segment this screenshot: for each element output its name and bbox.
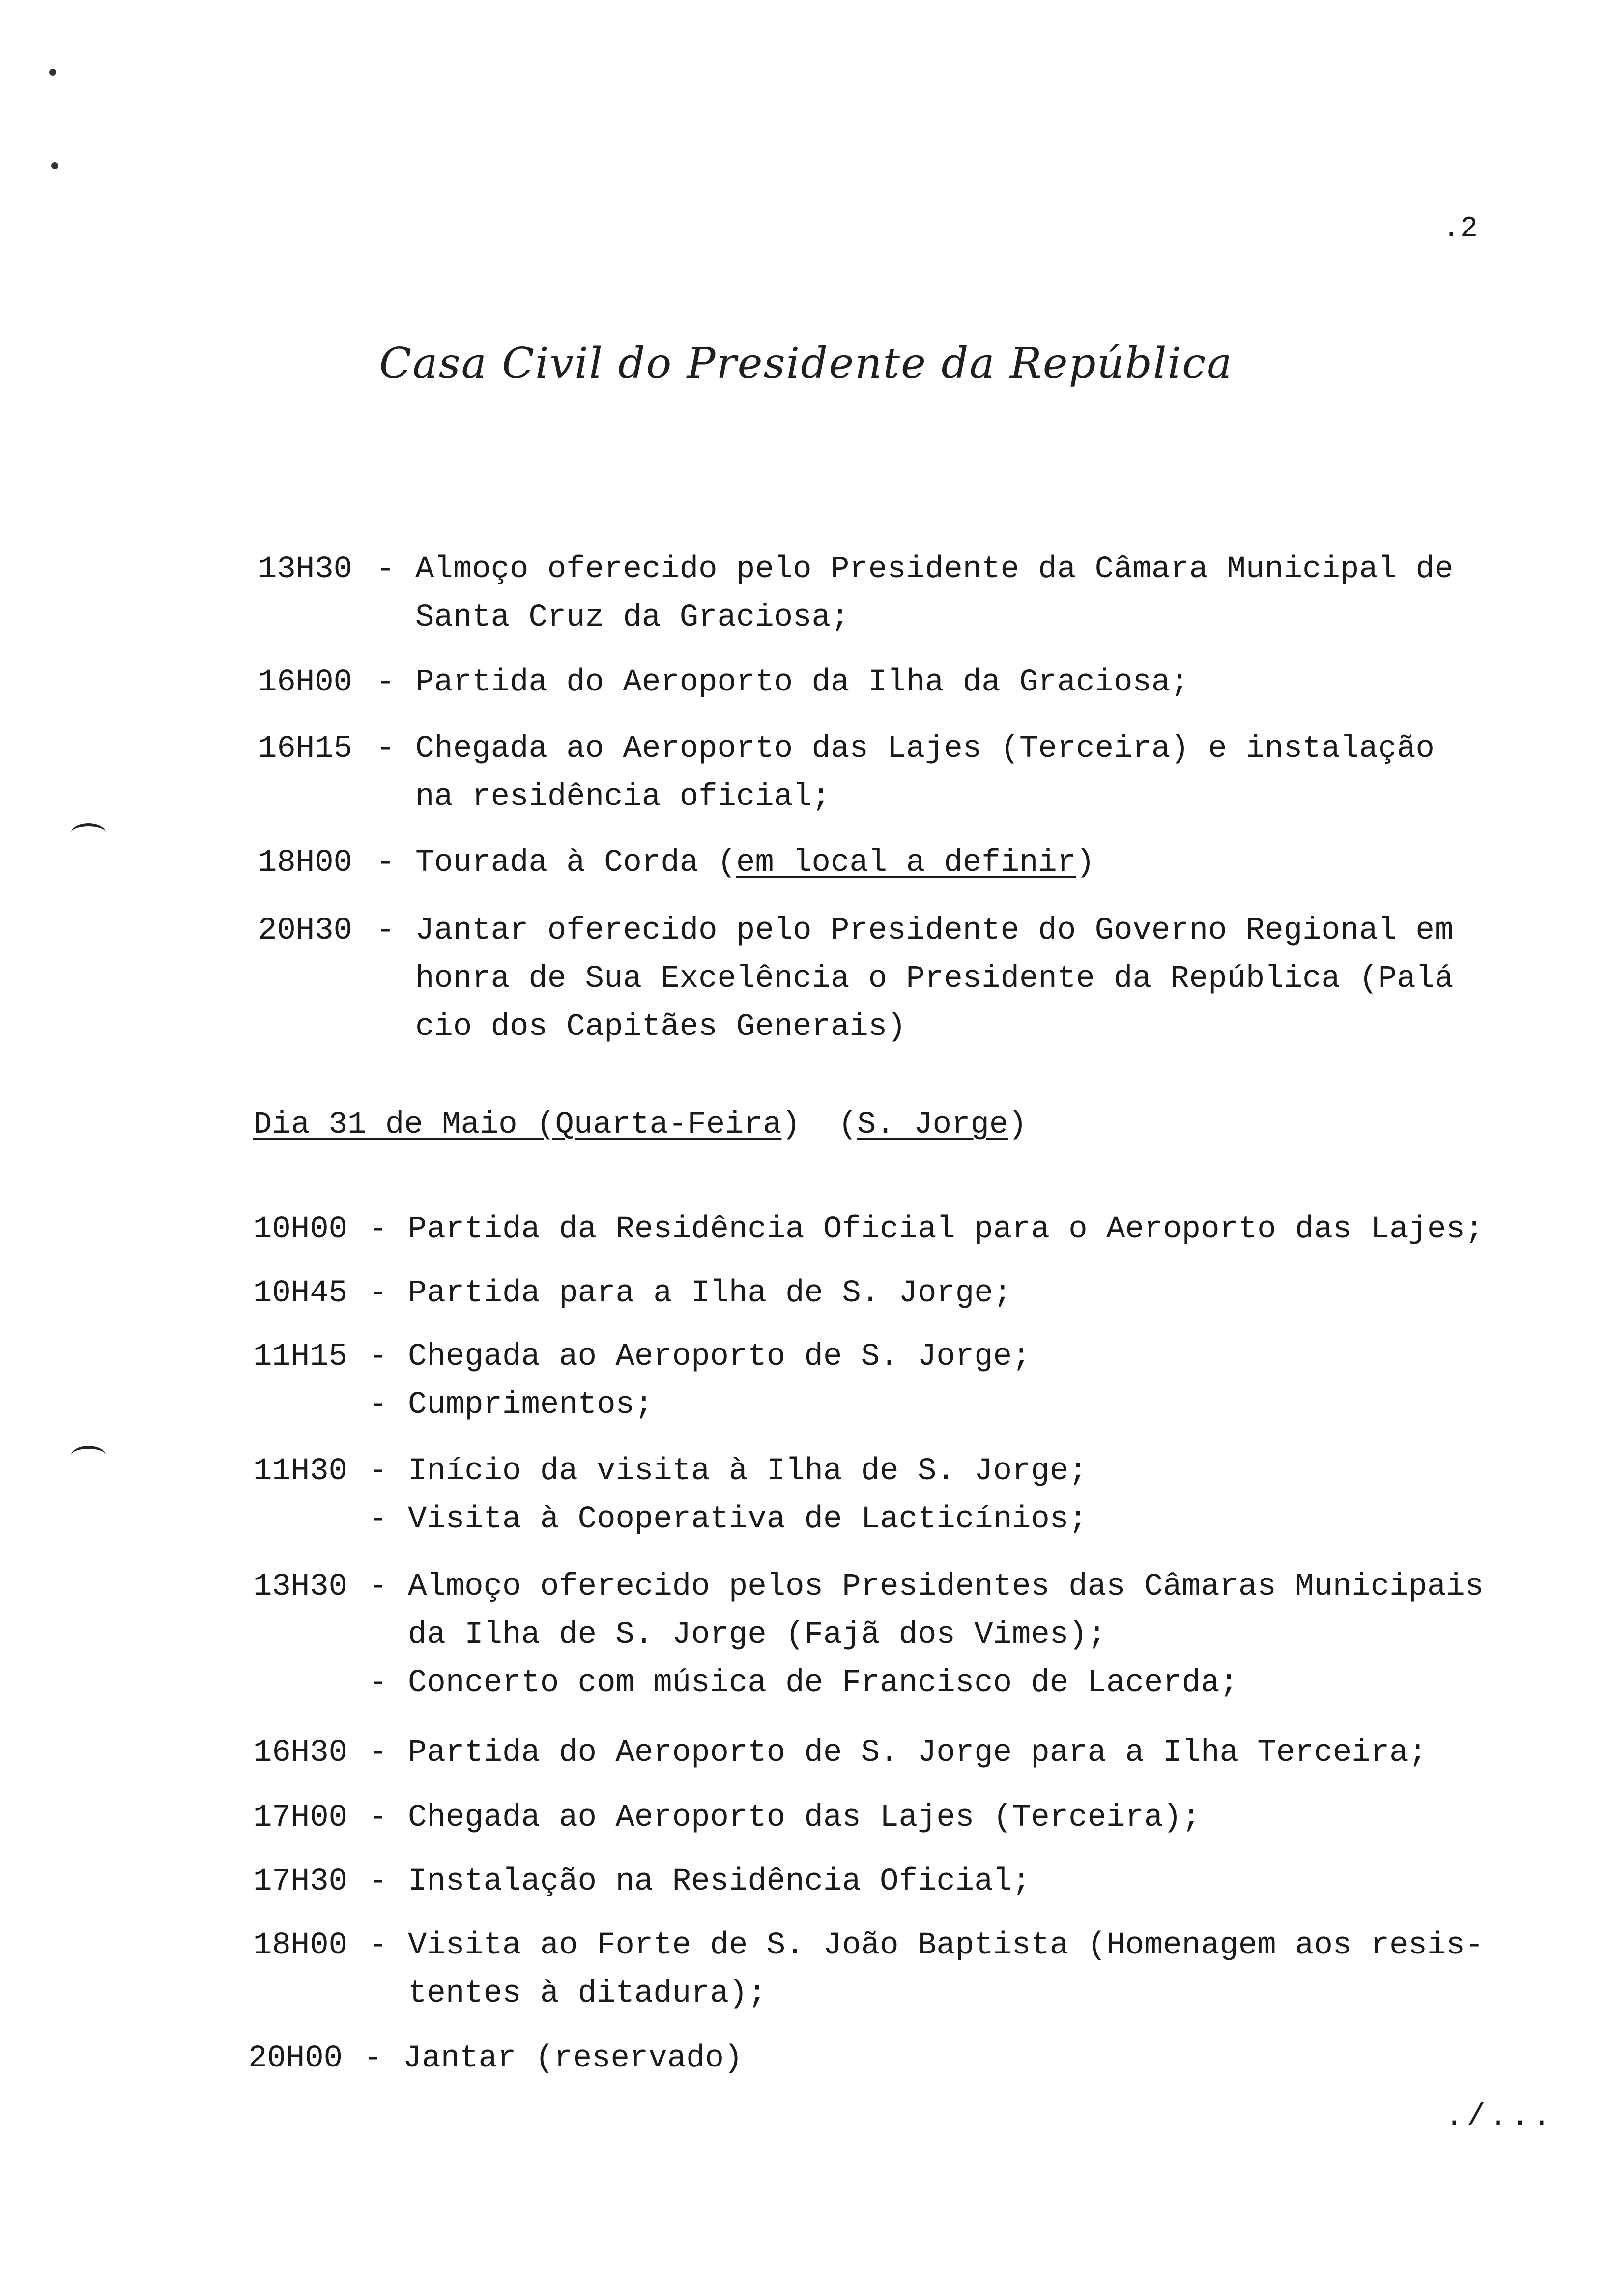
entry-line: da Ilha de S. Jorge (Fajã dos Vimes);	[408, 1617, 1107, 1653]
entry-text	[408, 1922, 1484, 2018]
entry-text	[408, 1381, 653, 1429]
entry-dash: -	[369, 1569, 388, 1605]
entry-line-post: )	[1076, 845, 1095, 881]
day-heading-date: Dia 31 de Maio (Quarta-Feira	[253, 1107, 782, 1143]
entry-text	[408, 1495, 1088, 1544]
day-heading-open: (	[838, 1107, 857, 1143]
letterhead: Casa Civil do Presidente da República	[379, 339, 1233, 388]
entry-time: 17H30	[253, 1864, 348, 1899]
entry-line: Partida do Aeroporto de S. Jorge para a Ilha Terceira;	[408, 1735, 1427, 1771]
entry-line: honra de Sua Excelência o Presidente da República (Palá	[415, 961, 1454, 997]
entry-text	[415, 545, 1453, 642]
entry-line: Chegada ao Aeroporto de S. Jorge;	[408, 1339, 1031, 1375]
entry-line: Visita ao Forte de S. João Baptista (Homenagem aos resis-	[408, 1928, 1484, 1963]
entry-line: Santa Cruz da Graciosa;	[415, 600, 850, 635]
entry-line: Chegada ao Aeroporto das Lajes (Terceira);	[408, 1800, 1201, 1836]
entry-text	[408, 1563, 1484, 1659]
margin-mark	[71, 823, 106, 842]
entry-time: 11H15	[253, 1339, 348, 1375]
entry-dash: -	[369, 1276, 388, 1311]
entry-line-pre: Tourada à Corda (	[415, 845, 736, 881]
entry-text	[408, 1659, 1238, 1707]
entry-line-underlined: em local a definir	[736, 845, 1076, 881]
entry-line: cio dos Capitães Generais)	[415, 1009, 906, 1045]
page-number: .2	[1442, 212, 1478, 246]
entry-dash: -	[369, 1928, 388, 1963]
entry-time: 16H00	[258, 665, 353, 700]
entry-line: Instalação na Residência Oficial;	[408, 1864, 1031, 1899]
entry-text	[415, 839, 1095, 887]
entry-line: Concerto com música de Francisco de Lacerda;	[408, 1665, 1238, 1701]
entry-dash: -	[369, 1665, 388, 1701]
entry-time: 11H30	[253, 1454, 348, 1489]
entry-text	[415, 725, 1435, 821]
day-heading-close-2: )	[1008, 1107, 1027, 1143]
entry-text	[408, 1269, 1012, 1318]
margin-dot	[51, 162, 58, 169]
entry-text	[408, 1205, 1484, 1254]
entry-dash: -	[369, 1800, 388, 1836]
margin-dot	[49, 69, 56, 76]
entry-line: tentes à ditadura);	[408, 1976, 767, 2011]
entry-dash: -	[369, 1735, 388, 1771]
entry-time: 20H30	[258, 913, 353, 948]
entry-line: Cumprimentos;	[408, 1387, 654, 1423]
entry-time: 16H30	[253, 1735, 348, 1771]
entry-line: Almoço oferecido pelos Presidentes das Câmaras Municipais	[408, 1569, 1484, 1605]
entry-line: Jantar (reservado)	[403, 2041, 743, 2076]
entry-text	[408, 1729, 1427, 1777]
entry-time: 10H00	[253, 1212, 348, 1247]
entry-dash: -	[376, 731, 395, 767]
entry-text	[408, 1447, 1088, 1495]
entry-dash: -	[369, 1339, 388, 1375]
entry-time: 18H00	[258, 845, 353, 881]
entry-dash: -	[369, 1454, 388, 1489]
entry-dash: -	[369, 1502, 388, 1537]
continuation-mark: ./...	[1445, 2099, 1554, 2135]
entry-line: Visita à Cooperativa de Lacticínios;	[408, 1502, 1088, 1537]
entry-dash: -	[369, 1212, 388, 1247]
margin-mark	[71, 1446, 106, 1464]
entry-line: na residência oficial;	[415, 779, 831, 815]
entry-line: Partida do Aeroporto da Ilha da Graciosa;	[415, 665, 1189, 700]
entry-time: 16H15	[258, 731, 353, 767]
entry-time: 20H00	[248, 2041, 343, 2076]
entry-dash: -	[376, 552, 395, 587]
entry-line: Início da visita à Ilha de S. Jorge;	[408, 1454, 1088, 1489]
entry-line: Chegada ao Aeroporto das Lajes (Terceira) e instalação	[415, 731, 1435, 767]
entry-time: 18H00	[253, 1928, 348, 1963]
day-heading-island: S. Jorge	[857, 1107, 1008, 1143]
entry-dash: -	[364, 2041, 383, 2076]
entry-line: Partida da Residência Oficial para o Aeroporto das Lajes;	[408, 1212, 1484, 1247]
entry-time: 17H00	[253, 1800, 348, 1836]
entry-dash: -	[376, 913, 395, 948]
entry-dash: -	[369, 1864, 388, 1899]
entry-time: 13H30	[258, 552, 353, 587]
entry-dash: -	[376, 665, 395, 700]
entry-text	[408, 1794, 1201, 1842]
day-heading	[253, 1101, 1027, 1149]
entry-dash: -	[376, 845, 395, 881]
entry-text	[403, 2035, 743, 2083]
entry-line: Almoço oferecido pelo Presidente da Câmara Municipal de	[415, 552, 1454, 587]
entry-dash: -	[369, 1387, 388, 1423]
entry-line: Jantar oferecido pelo Presidente do Governo Regional em	[415, 913, 1454, 948]
entry-text	[408, 1858, 1031, 1906]
entry-time: 13H30	[253, 1569, 348, 1605]
entry-text	[408, 1333, 1031, 1381]
entry-text	[415, 907, 1453, 1051]
day-heading-close: )	[781, 1107, 801, 1143]
entry-line: Partida para a Ilha de S. Jorge;	[408, 1276, 1012, 1311]
entry-text	[415, 659, 1189, 707]
entry-time: 10H45	[253, 1276, 348, 1311]
